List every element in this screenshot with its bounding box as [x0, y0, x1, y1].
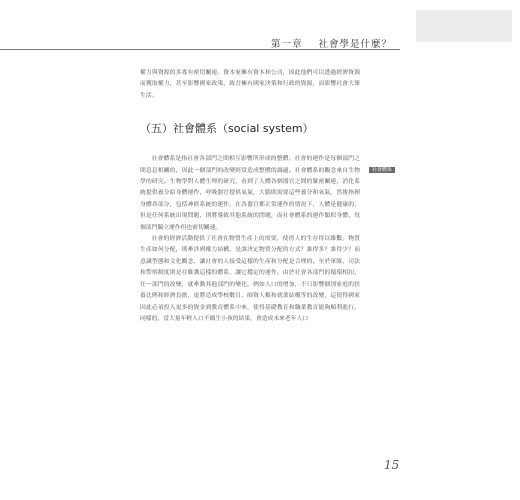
body-paragraph-2: 社會的經濟活動提供了社會在物質生產上的需要，使得人的生存得以維繫。物質生產如何分配，則牽涉到權力結構，是誰決定物質分配的方式？誰得多？誰得少？而意識型態和文化觀念，讓社會的人接受這樣的生產和分配是合理的，至於軍隊、司法和警察制度則是在維護這樣的體系，讓它穩定的運作。由於社會各部門的環環相扣，任一部門的改變，就牽動其他部門的變化。例如人口的增加，不只影響個別家庭的扶養比例和經濟負擔，更將造成學校數目、師資人數和就業結構等的改變，這使得國家因此必須投入更多的資金到教育體系中來，使得基礎教育和職業教育能夠順利進行。同樣的，當大量年輕人口不願生小孩的結果，會造成未來老年人口 [140, 236, 360, 322]
margin-note-label: 社會體系 [369, 167, 395, 173]
body-paragraph-1: 社會體系是指社會各部門之間相互影響所形成的整體。社會的運作是每個部門之間息息相關的，因此一個部門的改變經常造成整體的調適。社會體系的觀念來自生物學的研究。生物學對人體生理的研究，看到了人體各個器官之間的緊密關連，消化系統提供養分給身體運作，呼吸器官提供氧氣，大腦則需要這些養分和氧氣，然後指揮身體各部分，包括神經系統的運作。在各器官都正常運作的情況下，人體是健康的，但是任何系統出現問題，則將導致其他系統的問題，而社會體系的運作類似身體，每個部門獨立運作但也密切關連。 [140, 156, 360, 231]
header-tab-block [416, 10, 512, 42]
intro-paragraph: 權力與資源的多寡有密切關連。資本家擁有資本和公司，因此他們可以透過經濟資源而獲取權力，甚至影響國家政策，致吾擁有國家決策和行政的資源，而影響社會大眾生活。 [140, 70, 360, 99]
chapter-title: 社會學是什麼？ [318, 39, 392, 50]
running-head [271, 36, 392, 50]
page-number: 15 [384, 458, 400, 472]
right-sidebar-column [412, 0, 520, 500]
chapter-label: 第一章 [270, 39, 303, 50]
page-body [140, 68, 360, 325]
section-heading: （五）社會體系（social system） [140, 122, 314, 136]
